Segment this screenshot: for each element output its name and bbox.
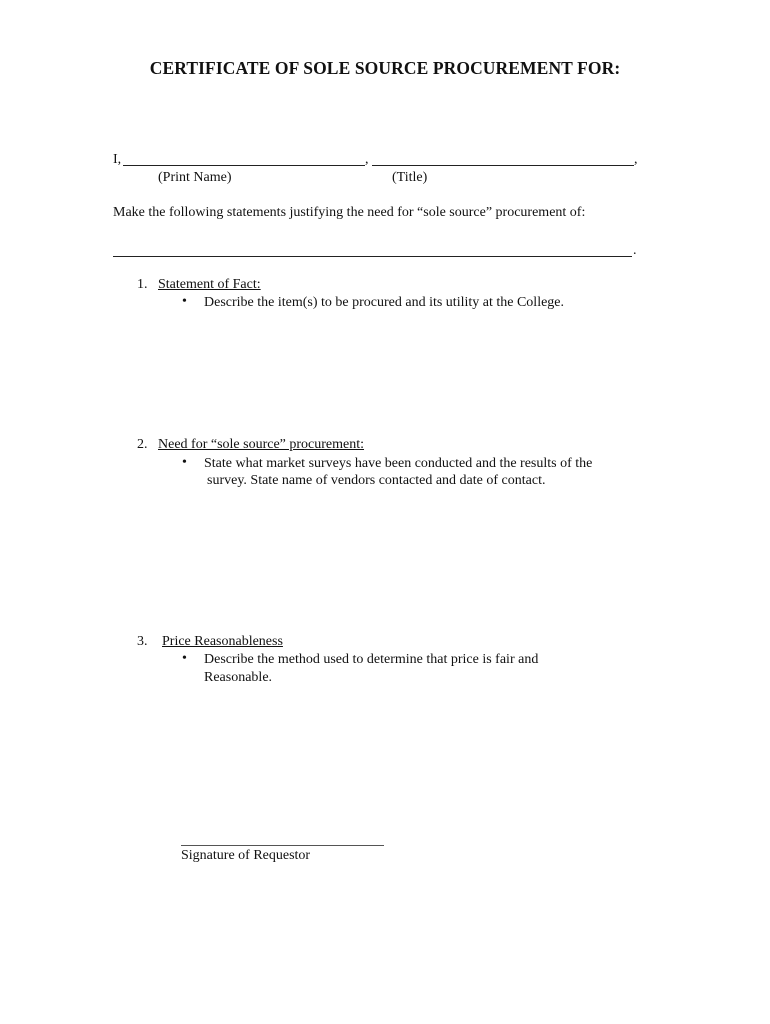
section-heading: Price Reasonableness xyxy=(162,634,283,649)
section-number: 3. xyxy=(137,634,148,649)
signature-line[interactable] xyxy=(181,845,384,846)
section-instruction-line: Describe the method used to determine that price is fair and xyxy=(204,652,539,667)
signature-label: Signature of Requestor xyxy=(181,848,311,863)
bullet-icon: • xyxy=(182,651,187,666)
section-instruction-line: Describe the item(s) to be procured and its utility at the College. xyxy=(204,295,565,310)
procurement-line-end: . xyxy=(633,243,637,258)
print-name-line[interactable] xyxy=(123,165,365,166)
title-caption: (Title) xyxy=(392,170,428,185)
bullet-icon: • xyxy=(182,294,187,309)
statement-intro: Make the following statements justifying the need for “sole source” procurement of: xyxy=(113,205,586,220)
bullet-icon: • xyxy=(182,455,187,470)
procurement-item-line[interactable] xyxy=(113,256,632,257)
page-title: CERTIFICATE OF SOLE SOURCE PROCUREMENT FOR: xyxy=(149,58,621,78)
section-number: 1. xyxy=(137,277,148,292)
declaration-comma-1: , xyxy=(365,152,369,167)
declaration-prefix: I, xyxy=(113,152,122,167)
section-number: 2. xyxy=(137,437,148,452)
title-line[interactable] xyxy=(372,165,634,166)
section-heading: Need for “sole source” procurement: xyxy=(158,437,365,452)
declaration-comma-2: , xyxy=(634,152,638,167)
section-instruction-line: State what market surveys have been conducted and the results of the xyxy=(204,456,593,471)
section-instruction-line: Reasonable. xyxy=(204,670,273,685)
print-name-caption: (Print Name) xyxy=(158,170,232,185)
section-instruction-line: survey. State name of vendors contacted and date of contact. xyxy=(207,473,546,488)
section-heading: Statement of Fact: xyxy=(158,277,261,292)
